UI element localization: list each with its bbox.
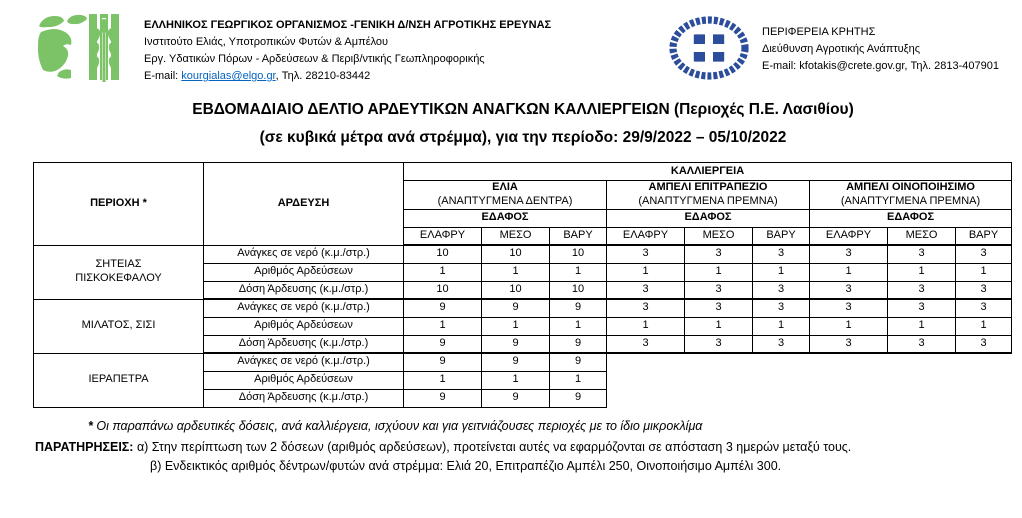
letterhead-right [669, 16, 999, 85]
crop-name: ΕΛΙΑ [492, 181, 518, 193]
row-label: Δόση Άρδευσης (κ.μ./στρ.) [204, 335, 404, 353]
crop-name: ΑΜΠΕΛΙ ΕΠΙΤΡΑΠΕΖΙΟ [648, 181, 768, 193]
soil-type-light: ΕΛΑΦΡΥ [404, 227, 482, 245]
value-cell: 9 [482, 335, 550, 353]
soil-header: ΕΔΑΦΟΣ [404, 209, 607, 227]
value-cell: 3 [753, 245, 810, 263]
value-cell: 3 [607, 281, 685, 299]
table-row [34, 353, 1012, 371]
value-cell: 9 [404, 335, 482, 353]
value-cell: 3 [685, 245, 753, 263]
row-label: Δόση Άρδευσης (κ.μ./στρ.) [204, 281, 404, 299]
value-cell: 1 [550, 317, 607, 335]
value-cell: 10 [482, 245, 550, 263]
value-cell: 1 [956, 263, 1012, 281]
value-cell: 1 [404, 317, 482, 335]
soil-header: ΕΔΑΦΟΣ [607, 209, 810, 227]
value-cell: 3 [685, 335, 753, 353]
value-cell [810, 371, 888, 389]
value-cell: 1 [685, 317, 753, 335]
footnote-star [88, 419, 1013, 433]
value-cell: 3 [956, 245, 1012, 263]
value-cell [888, 353, 956, 371]
value-cell [888, 389, 956, 407]
value-cell [607, 389, 685, 407]
document-title [33, 101, 1013, 147]
value-cell [810, 389, 888, 407]
title-line-1: ΕΒΔΟΜΑΔΙΑΙΟ ΔΕΛΤΙΟ ΑΡΔΕΥΤΙΚΩΝ ΑΝΑΓΚΩΝ ΚΑΛΛΙΕΡΓΕΙΩΝ (Περιοχές Π.Ε. Λασιθίου) [192, 101, 854, 118]
footnote-star-text: Οι παραπάνω αρδευτικές δόσεις, ανά καλλιέργεια, ισχύουν και για γειτνιάζουσες περιοχές με το ίδιο μικροκλίμα [92, 418, 703, 433]
crop-olive-header [404, 181, 607, 210]
region-cell: ΜΙΛΑΤΟΣ, ΣΙΣΙ [34, 299, 204, 353]
value-cell: 3 [753, 281, 810, 299]
footnote-star-mark: * [88, 418, 93, 433]
value-cell: 1 [404, 371, 482, 389]
value-cell: 3 [607, 299, 685, 317]
value-cell: 1 [607, 263, 685, 281]
org-name: ΕΛΛΗΝΙΚΟΣ ΓΕΩΡΓΙΚΟΣ ΟΡΓΑΝΙΣΜΟΣ -ΓΕΝΙΚΗ Δ/ΝΣΗ ΑΓΡΟΤΙΚΗΣ ΕΡΕΥΝΑΣ [144, 19, 552, 31]
row-label: Ανάγκες σε νερό (κ.μ./στρ.) [204, 245, 404, 263]
soil-type-heavy: ΒΑΡΥ [550, 227, 607, 245]
value-cell [753, 353, 810, 371]
value-cell: 9 [550, 335, 607, 353]
letterhead-right-text [762, 16, 999, 85]
value-cell: 1 [810, 263, 888, 281]
region-cell: ΣΗΤΕΙΑΣ ΠΙΣΚΟΚΕΦΑΛΟΥ [34, 245, 204, 299]
value-cell [956, 353, 1012, 371]
row-label: Δόση Άρδευσης (κ.μ./στρ.) [204, 389, 404, 407]
region-contact: E-mail: kfotakis@crete.gov.gr, Τηλ. 2813-407901 [762, 60, 999, 73]
irrigation-table [33, 162, 1012, 408]
phone-text: , Τηλ. 28210-83442 [275, 70, 371, 83]
value-cell: 3 [956, 299, 1012, 317]
crops-header: ΚΑΛΛΙΕΡΓΕΙΑ [404, 163, 1012, 181]
value-cell: 9 [550, 299, 607, 317]
value-cell: 3 [956, 335, 1012, 353]
crop-subtitle: (ΑΝΑΠΤΥΓΜΕΝΑ ΠΡΕΜΝΑ) [638, 194, 778, 207]
value-cell [685, 371, 753, 389]
value-cell: 1 [482, 263, 550, 281]
value-cell: 1 [550, 263, 607, 281]
value-cell: 3 [607, 335, 685, 353]
value-cell [607, 353, 685, 371]
soil-type-heavy: ΒΑΡΥ [956, 227, 1012, 245]
value-cell: 3 [888, 335, 956, 353]
value-cell: 3 [888, 281, 956, 299]
value-cell: 3 [753, 335, 810, 353]
value-cell: 9 [482, 299, 550, 317]
value-cell: 9 [404, 299, 482, 317]
value-cell: 10 [482, 281, 550, 299]
value-cell [810, 353, 888, 371]
value-cell: 9 [482, 353, 550, 371]
org-contact [144, 68, 551, 85]
value-cell: 3 [685, 299, 753, 317]
email-link[interactable]: kourgialas@elgo.gr [181, 70, 276, 83]
soil-type-heavy: ΒΑΡΥ [753, 227, 810, 245]
row-label: Ανάγκες σε νερό (κ.μ./στρ.) [204, 353, 404, 371]
region-column-header: ΠΕΡΙΟΧΗ * [34, 163, 204, 246]
value-cell: 3 [607, 245, 685, 263]
region-directorate: Διεύθυνση Αγροτικής Ανάπτυξης [762, 43, 921, 56]
value-cell: 3 [810, 281, 888, 299]
elgo-logo-icon [33, 12, 131, 87]
row-label: Αριθμός Αρδεύσεων [204, 317, 404, 335]
region-name: ΠΕΡΙΦΕΡΕΙΑ ΚΡΗΤΗΣ [762, 26, 876, 38]
crop-table-grape-header [607, 181, 810, 210]
soil-type-medium: ΜΕΣΟ [482, 227, 550, 245]
letterhead-left [33, 12, 551, 87]
value-cell: 1 [810, 317, 888, 335]
value-cell: 1 [482, 317, 550, 335]
value-cell: 1 [404, 263, 482, 281]
greek-emblem-icon [669, 16, 749, 85]
value-cell: 1 [956, 317, 1012, 335]
row-label: Αριθμός Αρδεύσεων [204, 371, 404, 389]
value-cell [685, 353, 753, 371]
row-label: Αριθμός Αρδεύσεων [204, 263, 404, 281]
footnote-a-text: α) Στην περίπτωση των 2 δόσεων (αριθμός αρδεύσεων), προτείνεται αυτές να εφαρμόζονται σε απόσταση 3 ημερών μεταξύ τους. [133, 439, 852, 454]
crop-subtitle: (ΑΝΑΠΤΥΓΜΕΝΑ ΔΕΝΤΡΑ) [437, 194, 573, 207]
value-cell: 1 [607, 317, 685, 335]
letterhead-left-text [144, 12, 551, 87]
value-cell [753, 371, 810, 389]
value-cell: 3 [888, 245, 956, 263]
crop-subtitle: (ΑΝΑΠΤΥΓΜΕΝΑ ΠΡΕΜΝΑ) [840, 194, 981, 207]
value-cell: 9 [550, 389, 607, 407]
value-cell: 3 [685, 281, 753, 299]
value-cell: 1 [888, 317, 956, 335]
value-cell: 9 [482, 389, 550, 407]
letterhead [33, 12, 1013, 87]
value-cell [888, 371, 956, 389]
value-cell: 1 [888, 263, 956, 281]
value-cell: 10 [550, 281, 607, 299]
value-cell: 1 [482, 371, 550, 389]
org-lab: Εργ. Υδατικών Πόρων - Αρδεύσεων & Περιβ/ντικής Γεωπληροφορικής [144, 53, 485, 66]
title-line-2: (σε κυβικά μέτρα ανά στρέμμα), για την περίοδο: 29/9/2022 – 05/10/2022 [259, 129, 787, 146]
table-body [34, 245, 1012, 407]
soil-type-light: ΕΛΑΦΡΥ [810, 227, 888, 245]
value-cell: 10 [404, 281, 482, 299]
value-cell [607, 371, 685, 389]
value-cell: 3 [888, 299, 956, 317]
value-cell: 3 [810, 245, 888, 263]
value-cell: 9 [404, 353, 482, 371]
value-cell: 1 [753, 263, 810, 281]
soil-type-medium: ΜΕΣΟ [685, 227, 753, 245]
value-cell [753, 389, 810, 407]
value-cell: 3 [753, 299, 810, 317]
email-label: E-mail: [144, 70, 182, 83]
value-cell: 10 [404, 245, 482, 263]
soil-type-medium: ΜΕΣΟ [888, 227, 956, 245]
crop-name: ΑΜΠΕΛΙ ΟΙΝΟΠΟΙΗΣΙΜΟ [846, 181, 975, 193]
table-row [34, 299, 1012, 317]
value-cell: 1 [753, 317, 810, 335]
soil-type-light: ΕΛΑΦΡΥ [607, 227, 685, 245]
value-cell [956, 371, 1012, 389]
notes-label: ΠΑΡΑΤΗΡΗΣΕΙΣ: [35, 439, 134, 454]
value-cell: 1 [550, 371, 607, 389]
region-cell: ΙΕΡΑΠΕΤΡΑ [34, 353, 204, 407]
org-institute: Ινστιτούτο Ελιάς, Υποτροπικών Φυτών & Αμπέλου [144, 36, 389, 49]
row-label: Ανάγκες σε νερό (κ.μ./στρ.) [204, 299, 404, 317]
soil-header: ΕΔΑΦΟΣ [810, 209, 1012, 227]
footnote-a [35, 440, 1013, 454]
value-cell [685, 389, 753, 407]
value-cell: 9 [404, 389, 482, 407]
value-cell: 1 [685, 263, 753, 281]
value-cell: 9 [550, 353, 607, 371]
value-cell [956, 389, 1012, 407]
crop-wine-grape-header [810, 181, 1012, 210]
value-cell: 10 [550, 245, 607, 263]
value-cell: 3 [810, 299, 888, 317]
value-cell: 3 [956, 281, 1012, 299]
footnote-b: β) Ενδεικτικός αριθμός δέντρων/φυτών ανά στρέμμα: Ελιά 20, Επιτραπέζιο Αμπέλι 250, Οινοποιήσιμο Αμπέλι 300. [150, 458, 782, 473]
table-header-row [34, 163, 1012, 181]
value-cell: 3 [810, 335, 888, 353]
table-row [34, 245, 1012, 263]
irrigation-column-header: ΑΡΔΕΥΣΗ [204, 163, 404, 246]
